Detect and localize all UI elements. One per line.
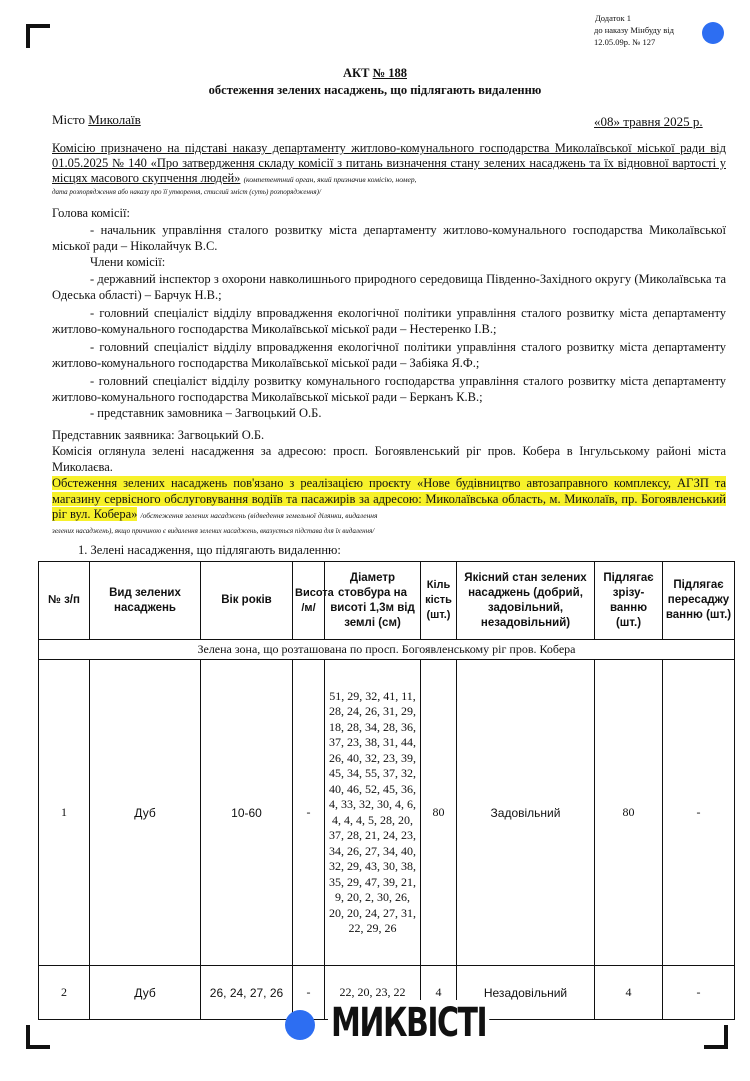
- row2-diameter: 22, 20, 23, 22: [325, 966, 421, 1020]
- table-row: [39, 660, 735, 966]
- zone-cell: Зелена зона, що розташована по просп. Богоявленському ріг пров. Кобера: [39, 640, 735, 660]
- row1-num: 1: [39, 660, 90, 966]
- commission-text: Комісію призначено на підставі наказу департаменту житлово-комунального господарства Миколаївської міської ради від 01.05.2025 № 140 «Про затвердження складу комісії з питань визначення стану зелених насаджень та їх відновної вартості у місцях масового скупчення людей»: [52, 141, 726, 185]
- inspected-paragraph: Комісія оглянула зелені насадження за адресою: просп. Богоявленський ріг пров. Кобера в Інгульському районі міста Миколаєва.: [52, 444, 726, 474]
- row2-count: 4: [421, 966, 457, 1020]
- city-name: Миколаїв: [88, 112, 141, 127]
- row1-transplant: -: [663, 660, 735, 966]
- watermark-dot: [285, 1010, 315, 1040]
- row1-height: -: [293, 660, 325, 966]
- commission-note-1: (компетентний орган, який призначив комісію, номер,: [243, 175, 417, 184]
- header-num: № з/п: [39, 562, 90, 640]
- row2-condition: Незадовільний: [457, 966, 595, 1020]
- row2-cut: 4: [595, 966, 663, 1020]
- corner-mark-top-left: [26, 24, 50, 48]
- header-count: Кіль кість (шт.): [421, 562, 457, 640]
- addendum-note: [594, 12, 674, 48]
- addendum-line-3: 12.05.09р. № 127: [594, 37, 656, 47]
- header-age: Вік років: [201, 562, 293, 640]
- member-item-3: - головний спеціаліст відділу впровадження екологічної політики управління сталого розвитку міста департаменту житлово-комунального господарства Миколаївської міської ради – Забіяка Я.Ф.;: [52, 340, 726, 370]
- row1-diameter: 51, 29, 32, 41, 11, 28, 24, 26, 31, 29, 18, 28, 34, 28, 36, 37, 23, 38, 31, 44, 26, 40, 32, 23, 39, 45, 34, 55, 37, 32, 40, 46, 52, 45, 36, 4, 33, 32, 30, 4, 6, 4, 4, 4, 5, 28, 20, 37, 28, 21, 24, 23, 34, 26, 27, 34, 40, 32, 29, 43, 30, 38, 35, 29, 47, 39, 21, 9, 20, 2, 30, 26, 20, 20, 24, 27, 31, 22, 29, 26: [325, 660, 421, 966]
- header-condition: Якісний стан зелених насаджень (добрий, задовільний, незадовільний): [457, 562, 595, 640]
- member-item-2: - головний спеціаліст відділу впровадження екологічної політики управління сталого розвитку міста департаменту житлово-комунального господарства Миколаївської міської ради – Нестеренко І.В.;: [52, 306, 726, 336]
- redaction-dot-top: [702, 22, 724, 44]
- header-height: Висота /м/: [293, 562, 325, 640]
- survey-note-1: /обстеження зелених насаджень (відведення земельної ділянки, видалення: [140, 511, 378, 520]
- survey-paragraph: [52, 476, 726, 524]
- addendum-line-1: Додаток 1: [595, 13, 632, 23]
- head-label: Голова комісії:: [52, 206, 130, 220]
- commission-paragraph: [52, 141, 726, 187]
- act-title: [0, 66, 750, 81]
- corner-mark-bottom-right: [704, 1025, 728, 1049]
- green-spaces-table: [38, 561, 735, 1020]
- row2-type: Дуб: [90, 966, 201, 1020]
- section-title: 1. Зелені насадження, що підлягають видаленню:: [78, 543, 341, 557]
- member-item-4: - головний спеціаліст відділу розвитку комунального господарства управління сталого розвитку міста департаменту житлово-комунального господарства Миколаївської міської ради – Берканъ К.В.;: [52, 374, 726, 404]
- row2-height: -: [293, 966, 325, 1020]
- row1-type: Дуб: [90, 660, 201, 966]
- survey-note-2: зелених насаджень), якщо причиною є видалення зелених насаджень, вказується підстава для їх видалення/: [52, 527, 375, 535]
- city-line: [52, 112, 141, 128]
- row1-cut: 80: [595, 660, 663, 966]
- addendum-line-2: до наказу Мінбуду від: [594, 25, 674, 35]
- row2-num: 2: [39, 966, 90, 1020]
- act-date: «08» травня 2025 р.: [594, 114, 703, 129]
- header-type: Вид зелених насаджень: [90, 562, 201, 640]
- corner-mark-bottom-left: [26, 1025, 50, 1049]
- member-item-1: - державний інспектор з охорони навколишнього природного середовища Південно-Західного округу (Миколаївська та Одеська області) – Барчук Н.В.;: [52, 272, 726, 302]
- header-cut: Підлягає зрізу- ванню (шт.): [595, 562, 663, 640]
- header-diameter: Діаметр стовбура на висоті 1,3м від землі (см): [325, 562, 421, 640]
- member-item-5: - представник замовника – Загвоцький О.Б.: [90, 406, 322, 420]
- row1-condition: Задовільний: [457, 660, 595, 966]
- row2-age: 26, 24, 27, 26: [201, 966, 293, 1020]
- city-label: Місто: [52, 112, 89, 127]
- act-subtitle: обстеження зелених насаджень, що підлягають видаленню: [208, 83, 542, 97]
- act-title-prefix: АКТ: [343, 66, 373, 80]
- row1-age: 10-60: [201, 660, 293, 966]
- act-number: № 188: [372, 66, 407, 80]
- members-label: Члени комісії:: [90, 255, 166, 269]
- table-header-row: [39, 562, 735, 640]
- zone-row: [39, 640, 735, 660]
- survey-highlighted-text: Обстеження зелених насаджень пов'язано з реалізацією проєкту «Нове будівництво автозаправного комплексу, АГЗП та магазину сервісного обслуговування водіїв та пасажирів за адресою: Миколаївська область, м. Миколаїв, пр. Богоявленський ріг вул. Кобера»: [52, 476, 726, 521]
- mykvisti-logo: МИКВІСТІ: [328, 1000, 489, 1046]
- header-transplant: Підлягає пересаджу ванню (шт.): [663, 562, 735, 640]
- commission-note-2: дата розпорядження або наказу про її утворення, стислий зміст (суть) розпорядження)/: [52, 188, 321, 196]
- row1-count: 80: [421, 660, 457, 966]
- applicant-line: Представник заявника: Загвоцький О.Б.: [52, 428, 265, 442]
- row2-transplant: -: [663, 966, 735, 1020]
- head-member: - начальник управління сталого розвитку міста департаменту житлово-комунального господарства Миколаївської міської ради – Ніколайчук В.С.: [52, 223, 726, 253]
